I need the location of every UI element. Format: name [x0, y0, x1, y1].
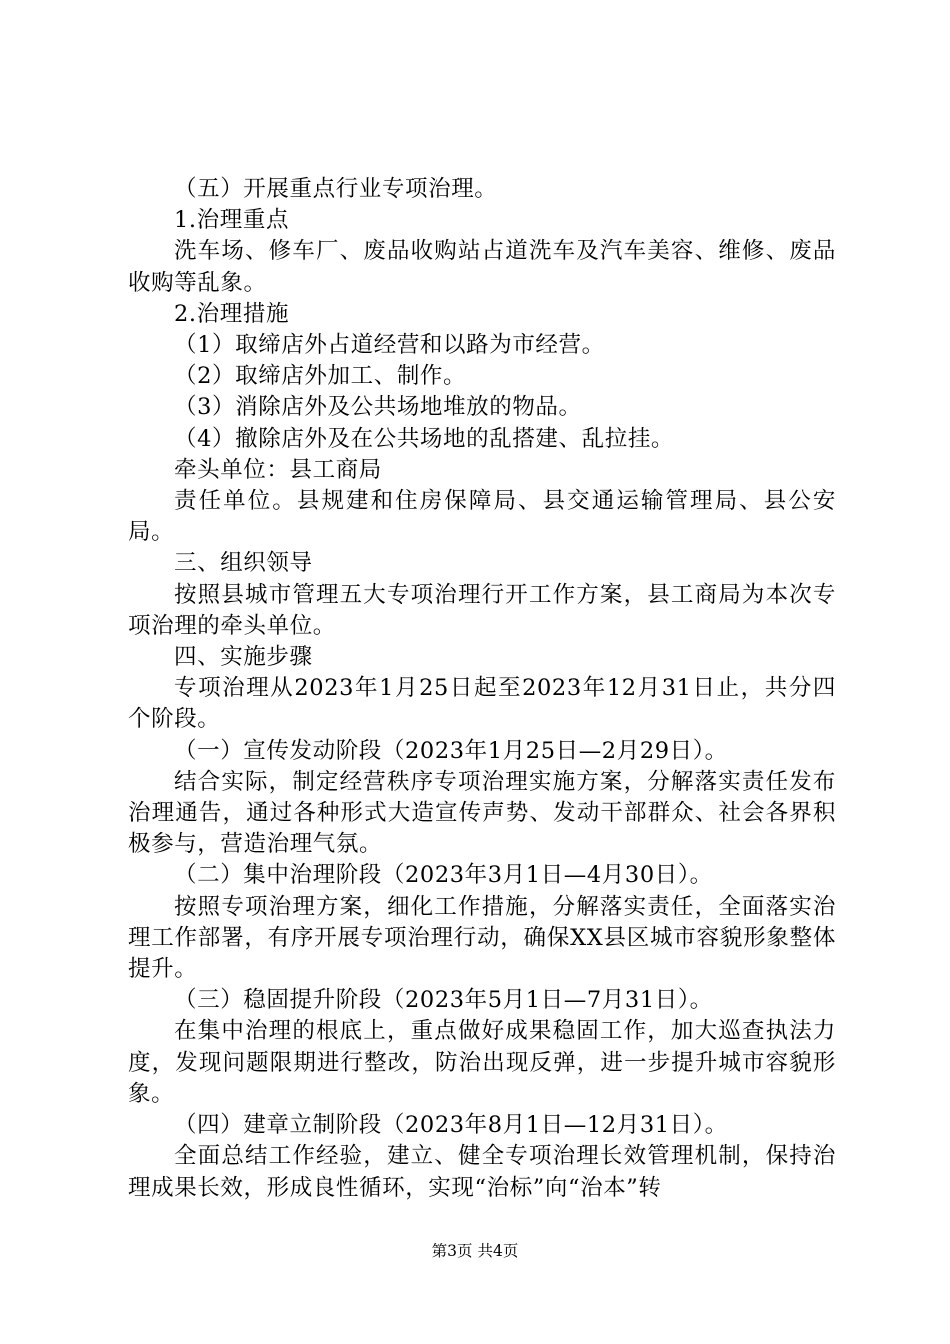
phase-heading-2: （二）集中治理阶段（2023年3月1日—4月30日）。: [174, 862, 713, 889]
measure-item-1: （1）取缔店外占道经营和以路为市经营。: [174, 332, 605, 359]
phase-heading-4: （四）建章立制阶段（2023年8月1日—12月31日）。: [174, 1112, 728, 1139]
phase-body-4: 全面总结工作经验，建立、健全专项治理长效管理机制，保持治理成果长效，形成良性循环，实现“治标”向“治本”转: [128, 1143, 836, 1201]
page-number: 第3页 共4页: [431, 1242, 519, 1260]
subheading-focus: 1.治理重点: [174, 207, 290, 234]
responsible-units: 责任单位。县规建和住房保障局、县交通运输管理局、县公安局。: [128, 488, 836, 546]
document-body: [128, 174, 836, 1204]
measure-item-2: （2）取缔店外加工、制作。: [174, 363, 467, 390]
phase-body-2: 按照专项治理方案，细化工作措施，分解落实责任，全面落实治理工作部署，有序开展专项治理行动，确保XX县区城市容貌形象整体提升。: [128, 893, 836, 983]
phase-heading-1: （一）宣传发动阶段（2023年1月25日—2月29日）。: [174, 737, 728, 764]
phase-body-3: 在集中治理的根底上，重点做好成果稳固工作，加大巡查执法力度，发现问题限期进行整改，防治出现反弹，进一步提升城市容貌形象。: [128, 1018, 836, 1107]
section-heading-organization: 三、组织领导: [174, 550, 313, 577]
phase-heading-3: （三）稳固提升阶段（2023年5月1日—7月31日）。: [174, 987, 713, 1014]
subheading-measures: 2.治理措施: [174, 300, 290, 327]
measure-item-3: （3）消除店外及公共场地堆放的物品。: [174, 394, 582, 421]
section-heading-5: （五）开展重点行业专项治理。: [174, 176, 498, 202]
paragraph-steps-intro: 专项治理从2023年1月25日起至2023年12月31日止，共分四个阶段。: [128, 675, 836, 733]
paragraph-focus-body: 洗车场、修车厂、废品收购站占道洗车及汽车美容、维修、废品收购等乱象。: [128, 238, 836, 296]
paragraph-organization: 按照县城市管理五大专项治理行开工作方案，县工商局为本次专项治理的牵头单位。: [128, 581, 836, 639]
section-heading-steps: 四、实施步骤: [174, 644, 313, 671]
lead-unit: 牵头单位：县工商局: [174, 456, 382, 483]
measure-item-4: （4）撤除店外及在公共场地的乱搭建、乱拉挂。: [174, 425, 675, 452]
phase-body-1: 结合实际，制定经营秩序专项治理实施方案，分解落实责任发布治理通告，通过各种形式大造宣传声势、发动干部群众、社会各界积极参与，营造治理气氛。: [128, 768, 836, 858]
